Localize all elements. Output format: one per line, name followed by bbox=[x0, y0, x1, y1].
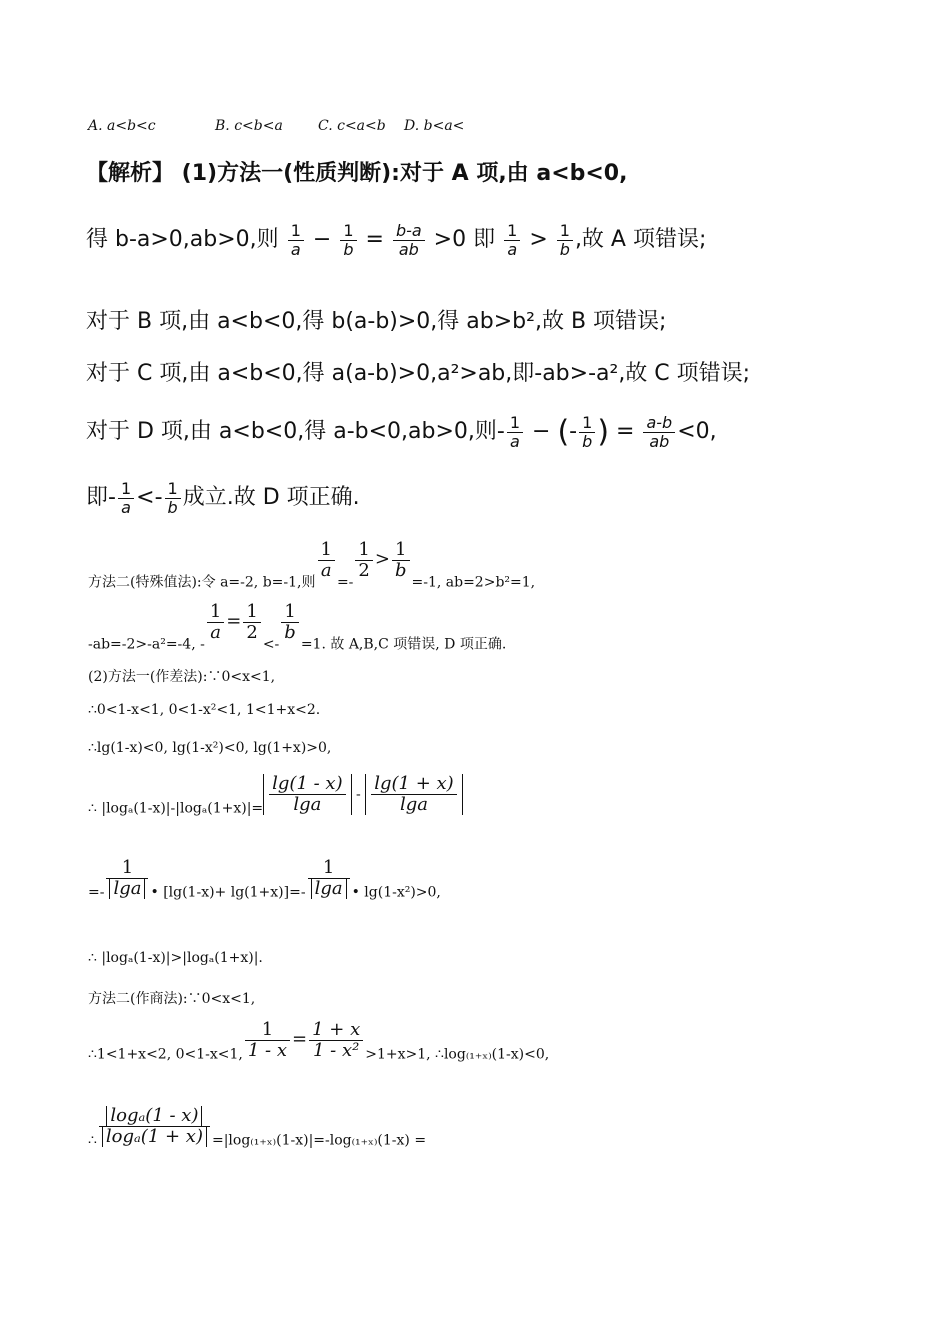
analysis-line-6-text-c: 成立.故 D 项正确. bbox=[182, 485, 360, 511]
fraction-1-over-b bbox=[340, 222, 356, 258]
denominator: b bbox=[394, 559, 407, 581]
numerator: 1 bbox=[318, 540, 335, 561]
denominator: b bbox=[284, 621, 296, 643]
paren-right: ) bbox=[597, 414, 610, 450]
denominator: a bbox=[320, 559, 332, 581]
part2-line-9-text-a: ∴ bbox=[88, 1132, 97, 1149]
gt-sign: > bbox=[374, 548, 390, 570]
abs-lg-1px-over-lga bbox=[365, 774, 462, 815]
denominator: b bbox=[343, 239, 354, 259]
fraction-1-over-abs-lga-2 bbox=[308, 858, 350, 899]
numerator: lg(1 - x) bbox=[269, 774, 345, 795]
fraction-amb-over-ab bbox=[643, 414, 675, 450]
method2-line-1-text-a: 方法二(特殊值法):令 a=-2, b=-1,则 bbox=[88, 574, 316, 591]
numerator: 1 bbox=[118, 480, 134, 499]
fraction-1-over-a bbox=[288, 222, 304, 258]
abs-lga: lga bbox=[311, 879, 347, 899]
part2-line-9-text-b: =|log₍₁₊ₓ₎(1-x)|=-log₍₁₊ₓ₎(1-x) = bbox=[211, 1132, 427, 1149]
gt-sign: > bbox=[529, 227, 548, 253]
method2-line-2 bbox=[88, 602, 506, 653]
part2-line-5-text-c: • lg(1-x²)>0, bbox=[351, 884, 441, 901]
fraction-abs-log-1mx-over-abs-log-1px bbox=[99, 1106, 210, 1147]
fraction-1-over-a bbox=[207, 602, 224, 643]
denominator: a bbox=[507, 239, 518, 259]
analysis-line-6-text-b: <- bbox=[136, 485, 163, 511]
equals-sign: = bbox=[226, 610, 242, 632]
numerator: a-b bbox=[643, 414, 675, 433]
method2-line-2-text-c: <- bbox=[262, 636, 280, 653]
denominator: 2 bbox=[358, 559, 370, 581]
fraction-1-over-a-2 bbox=[504, 222, 520, 258]
analysis-line-5-text-b: <0, bbox=[677, 419, 717, 445]
denominator: 2 bbox=[246, 621, 258, 643]
numerator: 1 bbox=[308, 858, 350, 879]
abs-lg-1mx-over-lga bbox=[263, 774, 351, 815]
numerator bbox=[99, 1106, 210, 1127]
numerator: 1 bbox=[579, 414, 595, 433]
method2-line-1-text-c: =-1, ab=2>b²=1, bbox=[411, 574, 536, 591]
numerator: b-a bbox=[393, 222, 425, 241]
analysis-line-2-text-a: 得 b-a>0,ab>0,则 bbox=[86, 227, 279, 253]
analysis-line-2-text-b: >0 bbox=[433, 227, 474, 253]
numerator: 1 bbox=[243, 602, 260, 623]
analysis-line-5 bbox=[86, 414, 717, 450]
denominator bbox=[308, 879, 350, 899]
numerator: 1 bbox=[392, 540, 410, 561]
fraction-1-over-a bbox=[118, 480, 134, 516]
part2-line-5 bbox=[88, 858, 441, 900]
fraction-1-over-abs-lga bbox=[106, 858, 148, 899]
fraction-1-over-a bbox=[318, 540, 335, 581]
analysis-line-4: 对于 C 项,由 a<b<0,得 a(a-b)>0,a²>ab,即-ab>-a²,故 C 项错误; bbox=[86, 361, 751, 386]
fraction-1-over-2 bbox=[243, 602, 260, 643]
fraction-1-over-2 bbox=[355, 540, 372, 581]
denominator: b bbox=[582, 431, 593, 451]
fraction-1-over-b bbox=[579, 414, 595, 450]
analysis-line-2-text-c: ,故 A 项错误; bbox=[574, 227, 707, 253]
part2-line-4-text: ∴ |logₐ(1-x)|-|logₐ(1+x)|= bbox=[88, 800, 264, 817]
numerator: 1 bbox=[207, 602, 224, 623]
minus-sign: − bbox=[312, 227, 332, 253]
denominator: 1 - x bbox=[247, 1039, 288, 1061]
denominator: lga bbox=[399, 793, 428, 815]
part2-line-3: ∴lg(1-x)<0, lg(1-x²)<0, lg(1+x)>0, bbox=[88, 740, 332, 756]
method2-line-2-text-d: =1. 故 A,B,C 项错误, D 项正确. bbox=[300, 636, 507, 653]
denominator bbox=[99, 1127, 210, 1147]
equals-sign: = bbox=[616, 419, 635, 445]
option-a: A. a<b<c bbox=[88, 118, 156, 134]
denominator bbox=[106, 879, 148, 899]
part2-line-9 bbox=[88, 1106, 426, 1148]
part2-line-4 bbox=[88, 774, 463, 816]
option-b: B. c<b<a bbox=[215, 118, 283, 134]
method2-line-2-text-a: -ab=-2>-a²=-4, - bbox=[88, 636, 205, 653]
fraction-lg-1mx-over-lga bbox=[269, 774, 345, 815]
equals-sign: = bbox=[292, 1028, 308, 1050]
numerator: 1 bbox=[288, 222, 304, 241]
part2-line-7: 方法二(作商法):∵0<x<1, bbox=[88, 991, 256, 1007]
part2-line-6: ∴ |logₐ(1-x)|>|logₐ(1+x)|. bbox=[88, 950, 263, 966]
fraction-1-over-b-2 bbox=[557, 222, 573, 258]
part2-line-8 bbox=[88, 1020, 549, 1062]
fraction-1px-over-1mx2 bbox=[309, 1020, 363, 1061]
denominator: b bbox=[167, 497, 178, 517]
denominator: ab bbox=[649, 431, 670, 451]
analysis-line-2-ji: 即 bbox=[473, 227, 496, 253]
neg-sign: - bbox=[569, 419, 578, 445]
part2-line-5-text-b: • [lg(1-x)+ lg(1+x)]=- bbox=[150, 884, 306, 901]
abs-log-1mx: logₐ(1 - x) bbox=[106, 1106, 202, 1126]
analysis-line-6-text-a: 即- bbox=[86, 485, 116, 511]
method2-line-1 bbox=[88, 540, 535, 591]
numerator: 1 bbox=[165, 480, 181, 499]
denominator: a bbox=[210, 621, 221, 643]
fraction-1-over-b bbox=[281, 602, 299, 643]
option-c: C. c<a<b bbox=[318, 118, 386, 134]
analysis-line-6 bbox=[86, 480, 360, 516]
denominator: a bbox=[290, 239, 301, 259]
fraction-lg-1px-over-lga bbox=[371, 774, 456, 815]
part2-line-5-text-a: =- bbox=[88, 884, 105, 901]
equals-sign: = bbox=[365, 227, 384, 253]
minus-sign: - bbox=[356, 786, 361, 803]
analysis-line-5-text-a: 对于 D 项,由 a<b<0,得 a-b<0,ab>0,则- bbox=[86, 419, 505, 445]
denominator: lga bbox=[293, 793, 322, 815]
denominator: a bbox=[121, 497, 131, 517]
numerator: 1 bbox=[281, 602, 299, 623]
denominator: b bbox=[559, 239, 570, 259]
numerator: 1 bbox=[557, 222, 573, 241]
part2-line-8-text-a: ∴1<1+x<2, 0<1-x<1, bbox=[88, 1046, 243, 1063]
paren-left: ( bbox=[557, 414, 570, 450]
part2-line-8-text-b: >1+x>1, ∴log₍₁₊ₓ₎(1-x)<0, bbox=[365, 1046, 550, 1063]
numerator: 1 bbox=[245, 1020, 290, 1041]
fraction-1-over-b bbox=[392, 540, 410, 581]
abs-lga: lga bbox=[109, 879, 145, 899]
numerator: 1 bbox=[355, 540, 372, 561]
numerator: 1 bbox=[340, 222, 356, 241]
numerator: lg(1 + x) bbox=[371, 774, 456, 795]
fraction-1-over-1mx bbox=[245, 1020, 290, 1061]
denominator: 1 - x² bbox=[313, 1039, 360, 1061]
denominator: a bbox=[510, 431, 520, 451]
denominator: ab bbox=[398, 239, 419, 259]
fraction-bma-over-ab bbox=[393, 222, 425, 258]
numerator: 1 bbox=[507, 414, 523, 433]
minus-sign: − bbox=[532, 419, 551, 445]
part2-line-1: (2)方法一(作差法):∵0<x<1, bbox=[88, 669, 276, 685]
numerator: 1 + x bbox=[309, 1020, 363, 1041]
fraction-1-over-b bbox=[165, 480, 181, 516]
analysis-line-2 bbox=[86, 222, 706, 258]
method2-line-1-text-b: =- bbox=[336, 574, 354, 591]
fraction-1-over-a bbox=[507, 414, 523, 450]
analysis-line-3: 对于 B 项,由 a<b<0,得 b(a-b)>0,得 ab>b²,故 B 项错误; bbox=[86, 309, 667, 334]
option-d: D. b<a< bbox=[404, 118, 465, 134]
part2-line-2: ∴0<1-x<1, 0<1-x²<1, 1<1+x<2. bbox=[88, 702, 321, 718]
analysis-line-1: 【解析】 (1)方法一(性质判断):对于 A 项,由 a<b<0, bbox=[86, 161, 628, 186]
abs-log-1px: logₐ(1 + x) bbox=[102, 1127, 207, 1147]
numerator: 1 bbox=[504, 222, 520, 241]
numerator: 1 bbox=[106, 858, 148, 879]
